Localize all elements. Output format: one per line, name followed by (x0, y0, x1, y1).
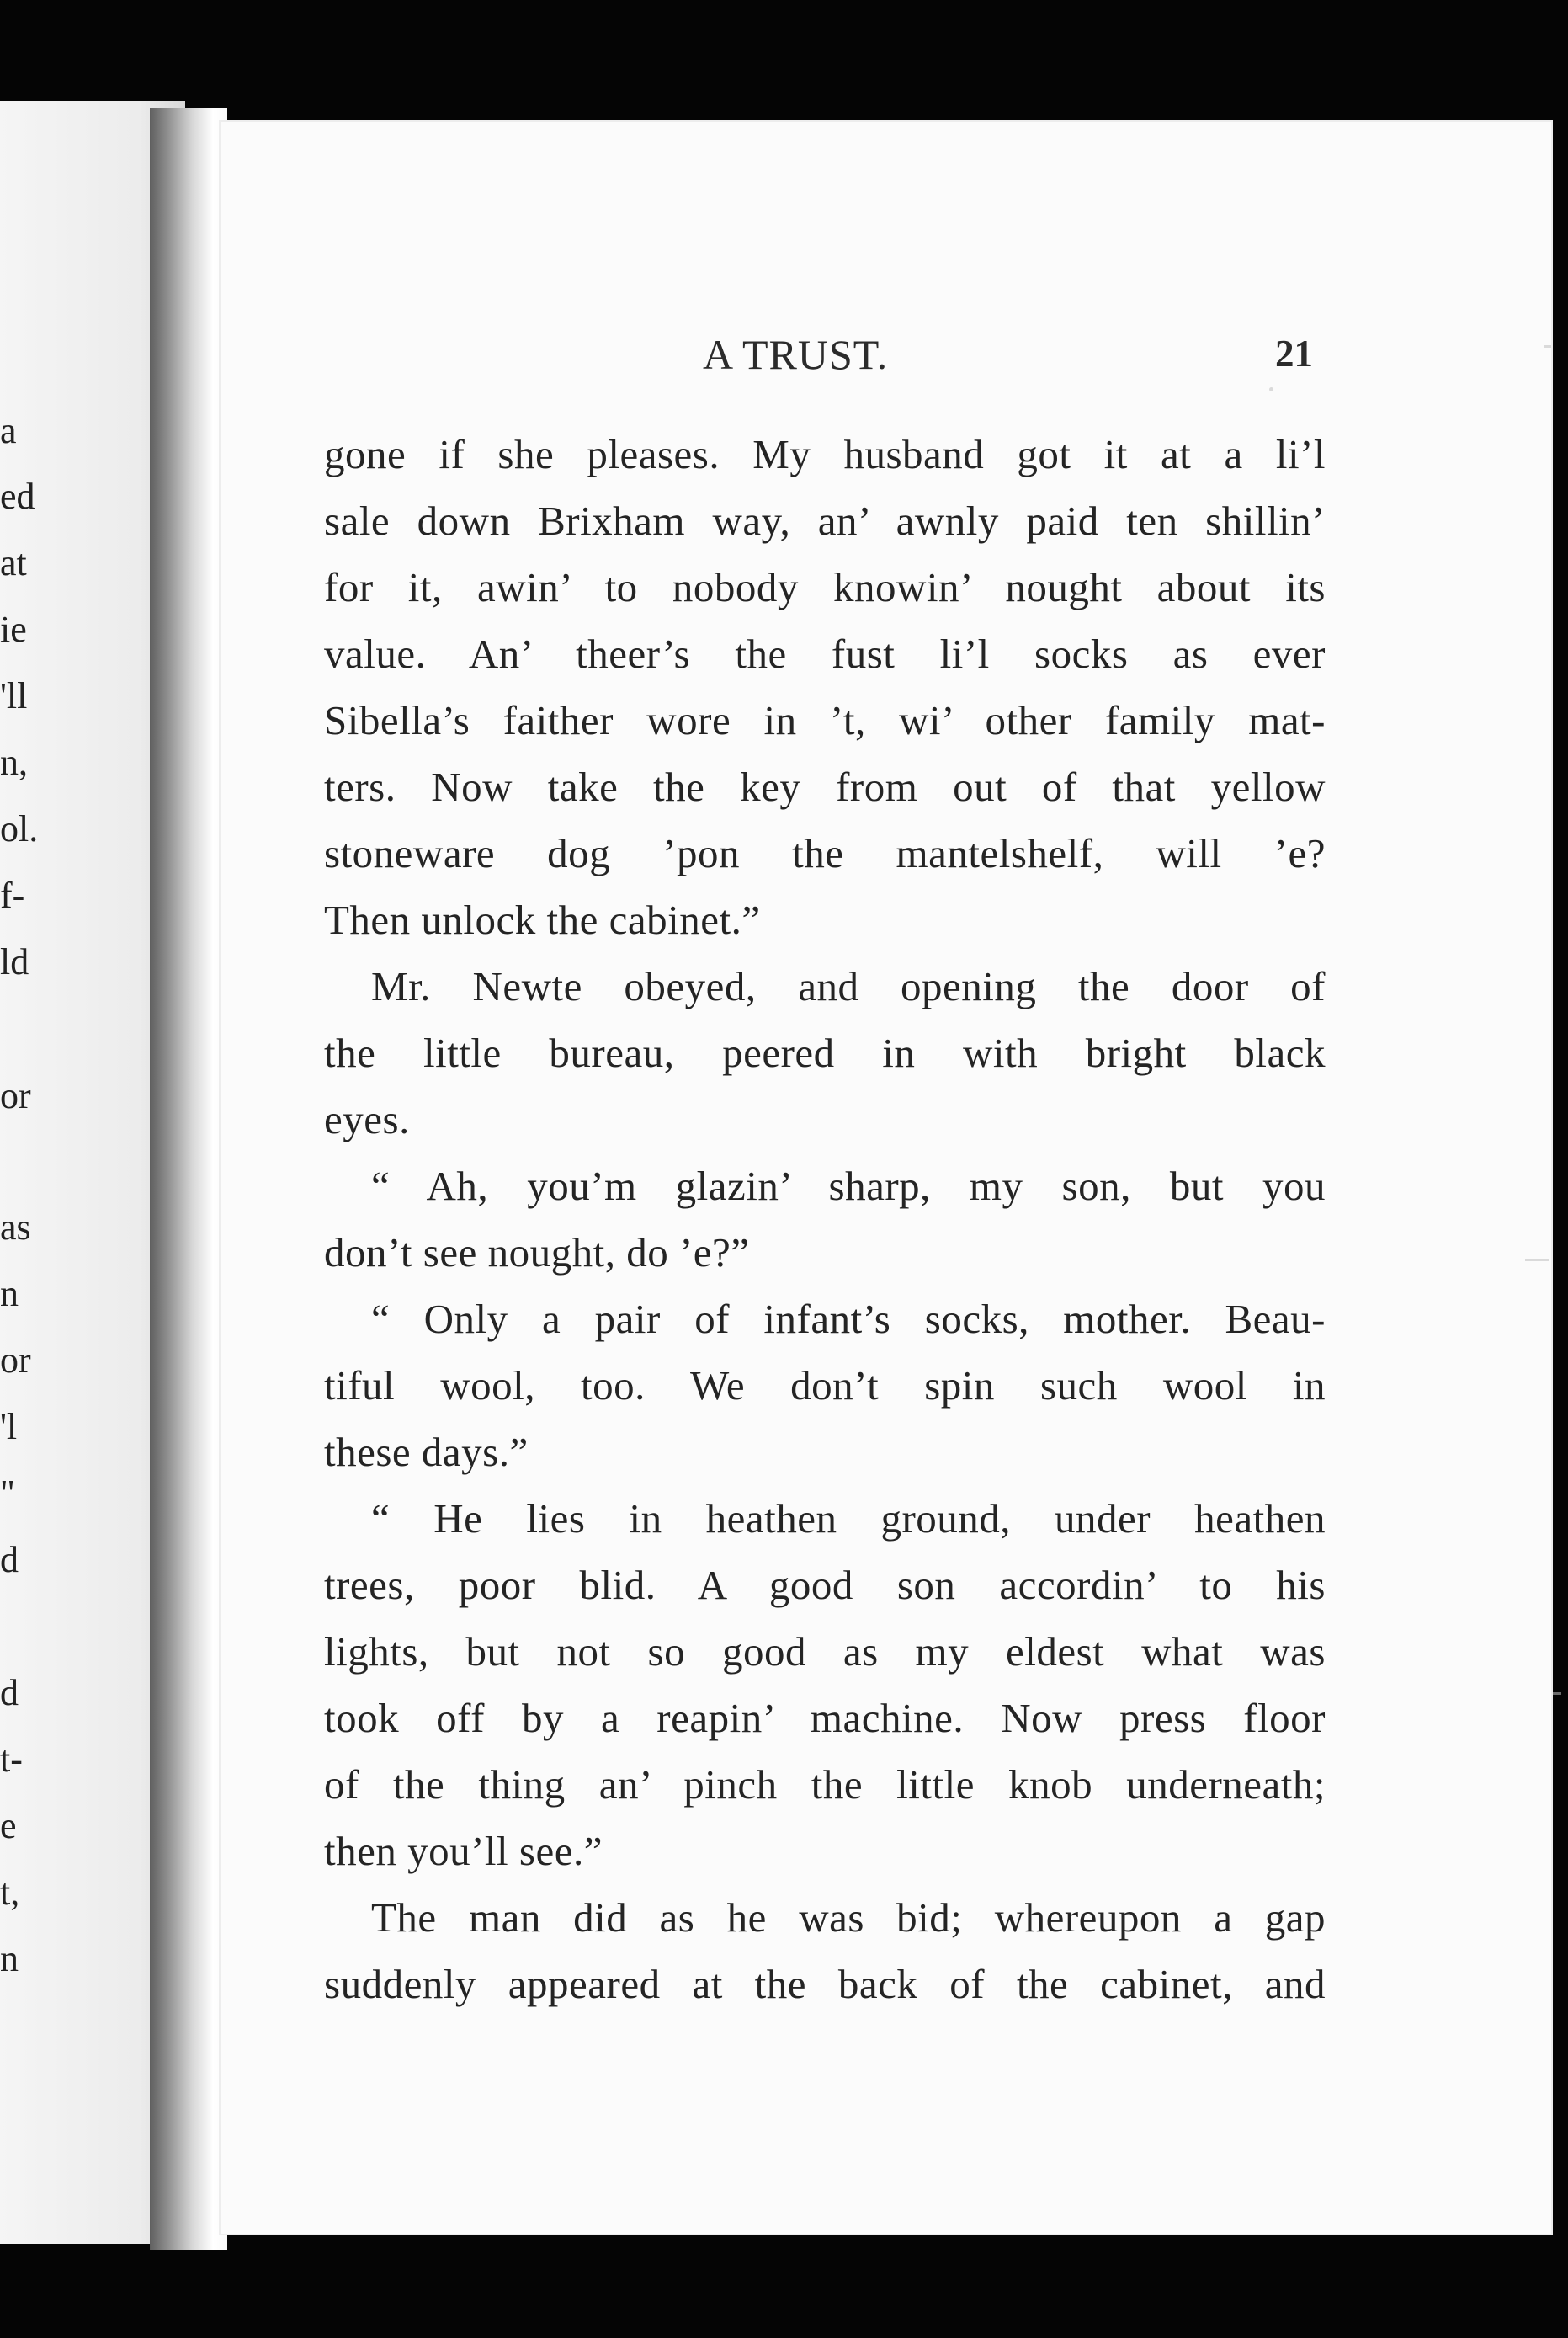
left-fragment: as (0, 1206, 31, 1248)
text-line: lights, but not so good as my eldest what was (324, 1628, 1326, 1675)
text-line: then you’ll see.” (324, 1828, 603, 1874)
scan-speck (1553, 1692, 1561, 1695)
text-line: sale down Brixham way, an’ awnly paid ten shillin’ (324, 498, 1326, 544)
text-line: suddenly appeared at the back of the cabinet, and (324, 1961, 1326, 2007)
text-line: Then unlock the cabinet.” (324, 897, 761, 943)
text-line: “ Ah, you’m glazin’ sharp, my son, but you (371, 1163, 1326, 1209)
text-line: the little bureau, peered in with bright black (324, 1030, 1326, 1076)
left-fragment: a (0, 410, 17, 451)
text-line: The man did as he was bid; whereupon a gap (371, 1894, 1326, 1941)
page-header (703, 330, 1326, 381)
text-line: Mr. Newte obeyed, and opening the door of (371, 963, 1326, 1009)
text-line: “ Only a pair of infant’s socks, mother. Beau- (371, 1296, 1326, 1342)
left-fragment: " (0, 1473, 15, 1514)
text-line: eyes. (324, 1096, 410, 1142)
left-fragment: d (0, 1672, 19, 1713)
left-fragment: ld (0, 941, 29, 983)
left-fragment: t- (0, 1739, 23, 1780)
text-line: stoneware dog ’pon the mantelshelf, will ’e? (324, 830, 1326, 876)
text-line: trees, poor blid. A good son accordin’ to his (324, 1562, 1326, 1608)
text-line: Sibella’s faither wore in ’t, wi’ other family mat- (324, 697, 1326, 743)
left-fragment: e (0, 1805, 17, 1846)
book-spine-shadow (150, 108, 227, 2250)
text-line: ters. Now take the key from out of that yellow (324, 764, 1326, 810)
left-fragment: n (0, 1273, 19, 1314)
left-fragment: at (0, 542, 27, 583)
left-fragment: or (0, 1075, 31, 1116)
text-line: “ He lies in heathen ground, under heathen (371, 1495, 1326, 1542)
left-fragment: n (0, 1938, 19, 1979)
text-line: for it, awin’ to nobody knowin’ nought about its (324, 564, 1326, 610)
text-line: gone if she pleases. My husband got it at a li’l (324, 431, 1326, 477)
left-fragment: d (0, 1539, 19, 1580)
text-line: don’t see nought, do ’e?” (324, 1229, 750, 1276)
page-number: 21 (1275, 333, 1313, 375)
text-line: value. An’ theer’s the fust li’l socks as ever (324, 631, 1326, 677)
left-fragment: t, (0, 1872, 20, 1913)
left-fragment: or (0, 1339, 31, 1381)
text-line: of the thing an’ pinch the little knob underneath; (324, 1761, 1326, 1808)
body-text (324, 421, 1326, 2017)
scan-speck (1269, 387, 1273, 391)
left-fragment: ol. (0, 808, 39, 849)
left-fragment: ie (0, 609, 27, 650)
text-line: took off by a reapin’ machine. Now press floor (324, 1695, 1326, 1741)
running-title: A TRUST. (703, 331, 889, 378)
left-fragment: 'l (0, 1406, 18, 1447)
scan-speck (1525, 1259, 1549, 1261)
left-fragment: n, (0, 742, 28, 783)
left-fragment: f- (0, 875, 25, 916)
text-line: these days.” (324, 1429, 529, 1475)
text-line: tiful wool, too. We don’t spin such wool in (324, 1362, 1326, 1409)
scan-speck (1544, 345, 1551, 348)
left-fragment: ed (0, 476, 35, 517)
left-fragment: 'll (0, 675, 28, 716)
